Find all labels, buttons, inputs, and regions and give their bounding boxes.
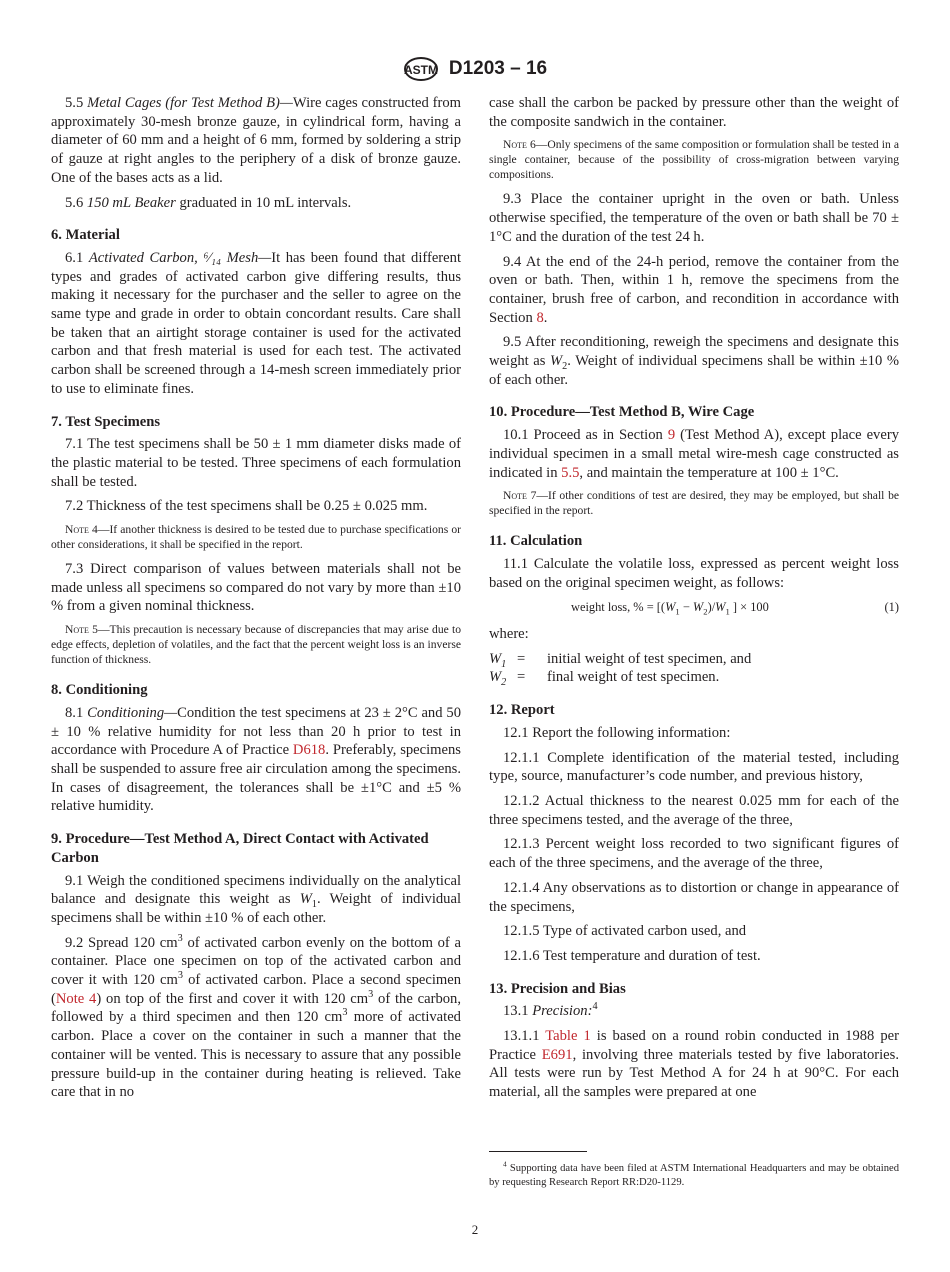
variable-symbol bbox=[489, 668, 517, 687]
text-run: of activated carbon. Place a second specimen ( bbox=[51, 972, 461, 1007]
text-run: )/ bbox=[707, 600, 716, 615]
cross-reference-link[interactable]: 5.5 bbox=[561, 464, 580, 481]
text-run: 12.1.4 Any observations as to distortion or change in appearance of the specimens, bbox=[489, 879, 899, 915]
text-run: . Weight of individual specimens shall be within ±10 % of each other. bbox=[51, 891, 462, 926]
text-run: W bbox=[715, 600, 726, 615]
text-run: 9.5 After reconditioning, reweigh the specimens and designate this weight as bbox=[489, 334, 899, 370]
text-run: 1 bbox=[725, 606, 730, 617]
left-column bbox=[51, 94, 461, 1108]
text-run: 3 bbox=[368, 988, 374, 1000]
text-run: 12.1.6 Test temperature and duration of test. bbox=[503, 947, 761, 964]
text-run: —This precaution is necessary because of discrepancies that may arise due to edge effects, depletion of volatiles, and the fact that the percent weight loss is an inverse function of thickness. bbox=[51, 623, 461, 667]
text-run: 9. Procedure—Test Method A, Direct Contact with Activated Carbon bbox=[51, 831, 429, 866]
text-run: 12.1.2 Actual thickness to the nearest 0.025 mm for each of the three specimens tested, and the average of the three, bbox=[489, 792, 899, 828]
variable-symbol bbox=[489, 650, 517, 669]
paragraph bbox=[51, 497, 461, 516]
paragraph bbox=[489, 947, 899, 966]
text-run: . Weight of individual specimens shall be within ±10 % of each other. bbox=[489, 353, 899, 388]
paragraph bbox=[489, 1002, 899, 1021]
text-run: ) on top of the first and cover it with 120 cm bbox=[96, 990, 369, 1007]
paragraph bbox=[489, 333, 899, 389]
text-run: 1 bbox=[311, 899, 317, 911]
paragraph bbox=[489, 94, 899, 131]
equation bbox=[489, 598, 899, 617]
text-run: W bbox=[299, 891, 312, 908]
text-run: 5.6 bbox=[65, 194, 87, 211]
text-run: , and maintain the temperature at 100 ± 1°C. bbox=[579, 464, 839, 481]
paragraph bbox=[489, 555, 899, 592]
text-run: 13.1 bbox=[503, 1003, 533, 1020]
text-run: 12.1.5 Type of activated carbon used, and bbox=[503, 923, 747, 940]
note-label: Note 7 bbox=[503, 489, 537, 503]
page-number: 2 bbox=[471, 1222, 479, 1237]
section-heading bbox=[51, 830, 461, 867]
note-label: Note 5 bbox=[65, 623, 98, 637]
text-run: 8. Conditioning bbox=[51, 682, 148, 699]
text-run: 13. Precision and Bias bbox=[489, 980, 626, 997]
text-run: , involving three materials tested by five laboratories. All tests were run by Test Method A for 24 h at 90°C. For each material, all the samples were prepared at one bbox=[489, 1046, 899, 1101]
text-run: 2 bbox=[562, 360, 568, 372]
paragraph bbox=[51, 872, 461, 928]
text-run: 12.1.1 Complete identification of the material tested, including type, source, manufacturer’s code number, and previous history, bbox=[489, 749, 899, 785]
note bbox=[51, 622, 461, 667]
paragraph bbox=[489, 792, 899, 829]
note bbox=[489, 137, 899, 182]
equation-formula bbox=[571, 598, 769, 617]
paragraph bbox=[51, 704, 461, 816]
text-run: 3 bbox=[342, 1007, 348, 1019]
variable-definition bbox=[489, 668, 899, 687]
text-run: of activated carbon evenly on the bottom of a container. Place one specimen on top of the activated carbon and cover it with 120 cm bbox=[51, 934, 461, 989]
text-run: ] × 100 bbox=[729, 600, 769, 615]
definition-text: initial weight of test specimen, and bbox=[547, 650, 752, 667]
text-run: 4 bbox=[592, 1001, 598, 1013]
paragraph bbox=[489, 749, 899, 786]
text-run: where: bbox=[489, 626, 529, 643]
note-label: Note 6 bbox=[503, 138, 536, 152]
section-heading bbox=[489, 403, 899, 422]
text-run: Conditioning— bbox=[87, 704, 178, 721]
note-label: Note 4 bbox=[65, 523, 98, 537]
section-heading bbox=[51, 226, 461, 245]
cross-reference-link[interactable]: D618 bbox=[292, 742, 326, 759]
text-run: 3 bbox=[177, 970, 183, 982]
document-designation: D1203 – 16 bbox=[448, 58, 548, 79]
text-run: 2 bbox=[703, 606, 708, 617]
text-run: —If another thickness is desired to be tested due to purchase specifications or other considerations, it shall be specified in the report. bbox=[51, 523, 461, 552]
text-run: 6. Material bbox=[51, 227, 120, 244]
text-run: 7. Test Specimens bbox=[51, 413, 161, 430]
text-run: 10. Procedure—Test Method B, Wire Cage bbox=[489, 404, 755, 421]
section-heading bbox=[489, 532, 899, 551]
cross-reference-link[interactable]: 8 bbox=[536, 309, 544, 326]
equals-sign: = bbox=[517, 650, 526, 667]
text-run: It has been found that different types and grades of activated carbon give differing results, thus making it necessary for the purchaser and the seller to agree on the same type and grade in order to obtain concordant results. Care shall be taken that an airtight storage container is used for the activated carbon and that fresh material is used for each test. The activated carbon shall be screened through a 14-mesh screen immediately prior to use to eliminate fines. bbox=[51, 249, 461, 397]
text-run: W bbox=[692, 600, 704, 615]
text-run: 7.1 The test specimens shall be 50 ± 1 mm diameter disks made of the plastic material to be tested. Three specimens of each formulation shall be tested. bbox=[51, 436, 461, 490]
cross-reference-link[interactable]: 9 bbox=[667, 427, 676, 444]
text-run: Activated Carbon, ⁶⁄₁₄ Mesh— bbox=[88, 249, 272, 266]
text-run: 8.1 bbox=[65, 704, 88, 721]
text-run: graduated in 10 mL intervals. bbox=[175, 194, 352, 211]
text-run: —If other conditions of test are desired, they may be employed, but shall be specified in the report. bbox=[489, 489, 900, 518]
paragraph bbox=[51, 560, 461, 616]
symbol-letter: W bbox=[489, 650, 502, 667]
svg-text:ASTM: ASTM bbox=[403, 63, 438, 77]
paragraph bbox=[51, 934, 461, 1102]
paragraph bbox=[489, 835, 899, 872]
text-run: 5.5 bbox=[65, 95, 88, 111]
text-run: (Test Method A), except place every individual specimen in a small metal wire-mesh cage constructed as indicated in bbox=[489, 427, 899, 481]
section-heading bbox=[51, 413, 461, 432]
text-run: . Preferably, specimens shall be suspended to assure free air circulation among the specimens. In cases of disagreement, the tolerances shall be ±1°C and ±5 % relative humidity. bbox=[51, 742, 461, 815]
note bbox=[489, 488, 899, 518]
text-run: of the carbon, followed by a third specimen and then 120 cm bbox=[51, 990, 461, 1026]
equation-number: (1) bbox=[884, 600, 899, 615]
text-run: is based on a round robin conducted in 1988 per Practice bbox=[489, 1028, 900, 1063]
equals-sign: = bbox=[517, 669, 526, 686]
text-run: 3 bbox=[177, 932, 183, 944]
text-run: 9.3 Place the container upright in the oven or bath. Unless otherwise specified, the temperature of the oven or bath shall be 70 ± 1°C and the duration of the test 24 h. bbox=[489, 191, 899, 245]
text-run: 150 mL Beaker bbox=[86, 194, 176, 211]
cross-reference-link[interactable]: E691 bbox=[541, 1046, 573, 1063]
text-run: weight loss, % = [( bbox=[571, 600, 666, 615]
footnote-text: Supporting data have been filed at ASTM International Headquarters and may be obtained by requesting Research Report RR:D20-1129. bbox=[489, 1163, 899, 1188]
right-column bbox=[489, 94, 899, 1108]
text-run: —Only specimens of the same composition or formulation shall be tested in a single container, because of the possibility of cross-migration between varying compositions. bbox=[489, 138, 899, 182]
text-run: 12.1 Report the following information: bbox=[503, 724, 731, 741]
text-run: 11.1 Calculate the volatile loss, expressed as percent weight loss based on the original specimen weight, as follows: bbox=[489, 555, 899, 591]
paragraph bbox=[51, 194, 461, 213]
text-run: case shall the carbon be packed by pressure other than the weight of the composite sandwich in the container. bbox=[489, 95, 899, 130]
text-run: 13.1.1 bbox=[503, 1028, 546, 1045]
paragraph bbox=[489, 922, 899, 941]
text-run: 7.3 Direct comparison of values between materials shall not be made unless all specimens so compared do not vary by more than ±10 % from a given nominal thickness. bbox=[51, 561, 461, 615]
astm-logo-icon bbox=[403, 56, 439, 82]
text-run: Wire cages constructed from approximately 30-mesh bronze gauze, in cylindrical form, having a diameter of 60 mm and a height of 6 mm, formed by soldering a strip of gauze at right angles to the periphery of a disk of bronze gauze. One of the bases acts as a lid. bbox=[51, 95, 461, 186]
text-run: 7.2 Thickness of the test specimens shall be 0.25 ± 0.025 mm. bbox=[65, 498, 428, 515]
text-run: 12.1.3 Percent weight loss recorded to two significant figures of each of the three specimens, and the average of the three, bbox=[489, 836, 899, 872]
symbol-subscript: 1 bbox=[501, 658, 507, 670]
section-heading bbox=[489, 701, 899, 720]
text-run: Metal Cages (for Test Method B)— bbox=[87, 95, 293, 111]
paragraph bbox=[489, 625, 899, 644]
paragraph bbox=[51, 435, 461, 491]
footnote-marker: 4 bbox=[503, 1159, 507, 1169]
symbol-subscript: 2 bbox=[501, 677, 507, 689]
cross-reference-link[interactable]: Table 1 bbox=[545, 1028, 591, 1045]
text-run: 11. Calculation bbox=[489, 533, 583, 550]
paragraph bbox=[489, 190, 899, 246]
paragraph bbox=[51, 94, 461, 188]
text-run: 9.2 Spread 120 cm bbox=[65, 934, 178, 951]
section-heading bbox=[489, 980, 899, 999]
text-run: more of activated carbon. Place a cover on the container in such a manner that the container will be vented. This is necessary to assure that any possible pressure build-up in the container during heating is relieved. Take care that in no bbox=[51, 1009, 461, 1101]
footnote bbox=[489, 1159, 899, 1190]
note bbox=[51, 522, 461, 552]
text-run: . bbox=[543, 309, 548, 326]
page-header bbox=[0, 56, 950, 82]
text-run: Precision: bbox=[532, 1003, 593, 1020]
text-run: 9.4 At the end of the 24-h period, remove the container from the oven or bath. Then, within 1 h, remove the specimens from the container, brush free of carbon, and recondition in accordance with Section bbox=[489, 253, 899, 326]
paragraph bbox=[489, 879, 899, 916]
paragraph bbox=[489, 253, 899, 328]
variable-definition bbox=[489, 650, 899, 669]
cross-reference-link[interactable]: Note 4 bbox=[55, 990, 97, 1007]
text-run: − bbox=[679, 600, 693, 615]
paragraph bbox=[489, 724, 899, 743]
text-run: 6.1 bbox=[65, 249, 89, 266]
text-run: W bbox=[550, 353, 563, 370]
text-run: 1 bbox=[675, 606, 680, 617]
footnote-divider bbox=[489, 1151, 587, 1152]
section-heading bbox=[51, 681, 461, 700]
text-run: Condition the test specimens at 23 ± 2°C and 50 ± 10 % relative humidity for not less than 20 h prior to test in accordance with Procedure A of Practice bbox=[51, 704, 461, 759]
symbol-letter: W bbox=[489, 669, 502, 686]
text-run: 12. Report bbox=[489, 702, 555, 719]
paragraph bbox=[489, 1027, 899, 1102]
paragraph bbox=[489, 426, 899, 482]
text-run: 10.1 Proceed as in Section bbox=[503, 427, 668, 444]
paragraph bbox=[51, 249, 461, 399]
definition-text: final weight of test specimen. bbox=[547, 669, 720, 686]
text-run: 9.1 Weigh the conditioned specimens individually on the analytical balance and designate this weight as bbox=[51, 872, 461, 908]
text-run: W bbox=[665, 600, 676, 615]
